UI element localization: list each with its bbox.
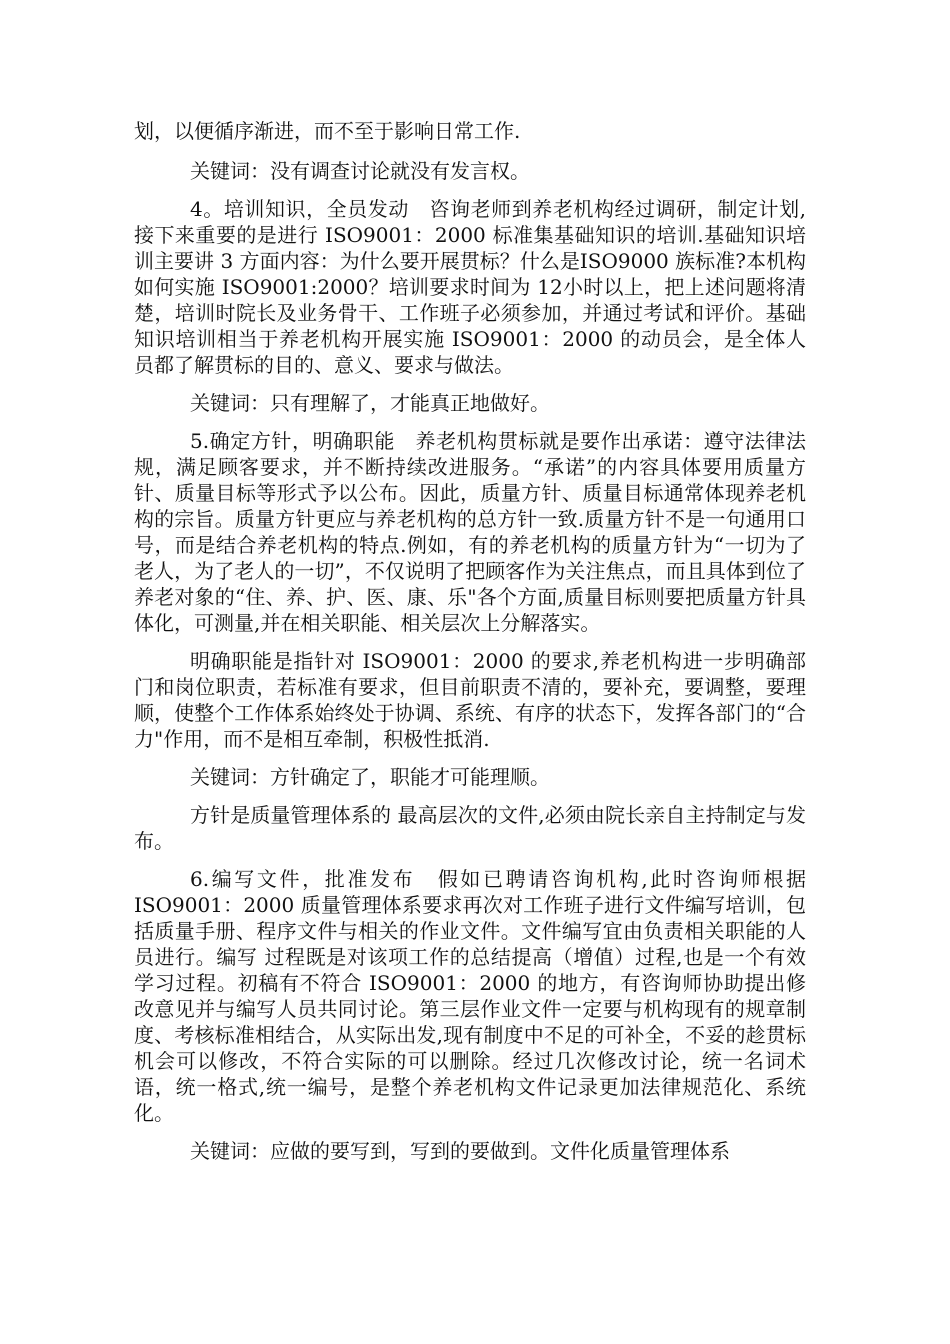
keyword-paragraph: 关键词：应做的要写到，写到的要做到。文件化质量管理体系 bbox=[190, 1139, 730, 1163]
paragraph-continuation: 划，以便循序渐进，而不至于影响日常工作. bbox=[134, 119, 521, 143]
policy-paragraph: 方针是质量管理体系的 最高层次的文件,必须由院长亲自主持制定与发布。 bbox=[134, 803, 806, 853]
section-4-paragraph: 4。培训知识，全员发动 咨询老师到养老机构经过调研，制定计划,接下来重要的是进行 ISO9001：2000 标准集基础知识的培训.基础知识培训主要讲 3 方面内容：为什么要开展贯标？什么是ISO9000 族标准?本机构如何实施 ISO9001:2000？培训要求时间为 12小时以上，把上述问题将清楚，培训时院长及业务骨干、工作班子必须参加，并通过考试和评价。基础知识培训相当于养老机构开展实施 ISO9001：2000 的动员会，是全体人员都了解贯标的目的、意义、要求与做法。 bbox=[134, 197, 806, 377]
responsibility-paragraph: 明确职能是指针对 ISO9001：2000 的要求,养老机构进一步明确部门和岗位职责，若标准有要求，但目前职责不清的，要补充，要调整，要理顺，使整个工作体系始终处于协调、系统、有序的状态下，发挥各部门的“合力"作用，而不是相互牵制，积极性抵消. bbox=[134, 649, 806, 751]
keyword-paragraph: 关键词：没有调查讨论就没有发言权。 bbox=[190, 159, 530, 183]
section-5-paragraph: 5.确定方针，明确职能 养老机构贯标就是要作出承诺：遵守法律法规，满足顾客要求，并不断持续改进服务。“承诺”的内容具体要用质量方针、质量目标等形式予以公布。因此，质量方针、质量目标通常体现养老机构的宗旨。质量方针更应与养老机构的总方针一致.质量方针不是一句通用口号，而是结合养老机构的特点.例如，有的养老机构的质量方针为“一切为了老人，为了老人的一切”，不仅说明了把顾客作为关注焦点，而且具体到位了养老对象的“住、养、护、医、康、乐"各个方面,质量目标则要把质量方针具体化，可测量,并在相关职能、相关层次上分解落实。 bbox=[134, 429, 806, 635]
section-6-paragraph: 6.编写文件，批准发布 假如已聘请咨询机构,此时咨询师根据ISO9001：2000 质量管理体系要求再次对工作班子进行文件编写培训，包括质量手册、程序文件与相关的作业文件。文件编写宜由负责相关职能的人员进行。编写 过程既是对该项工作的总结提高（增值）过程,也是一个有效学习过程。初稿有不符合 ISO9001：2000 的地方，有咨询师协助提出修改意见并与编写人员共同讨论。第三层作业文件一定要与机构现有的规章制度、考核标准相结合，从实际出发,现有制度中不足的可补全，不妥的趁贯标机会可以修改，不符合实际的可以删除。经过几次修改讨论，统一名词术语，统一格式,统一编号，是整个养老机构文件记录更加法律规范化、系统化。 bbox=[134, 867, 806, 1125]
document-page bbox=[134, 118, 806, 1176]
keyword-paragraph: 关键词：方针确定了，职能才可能理顺。 bbox=[190, 765, 550, 789]
keyword-paragraph: 关键词：只有理解了，才能真正地做好。 bbox=[190, 391, 550, 415]
